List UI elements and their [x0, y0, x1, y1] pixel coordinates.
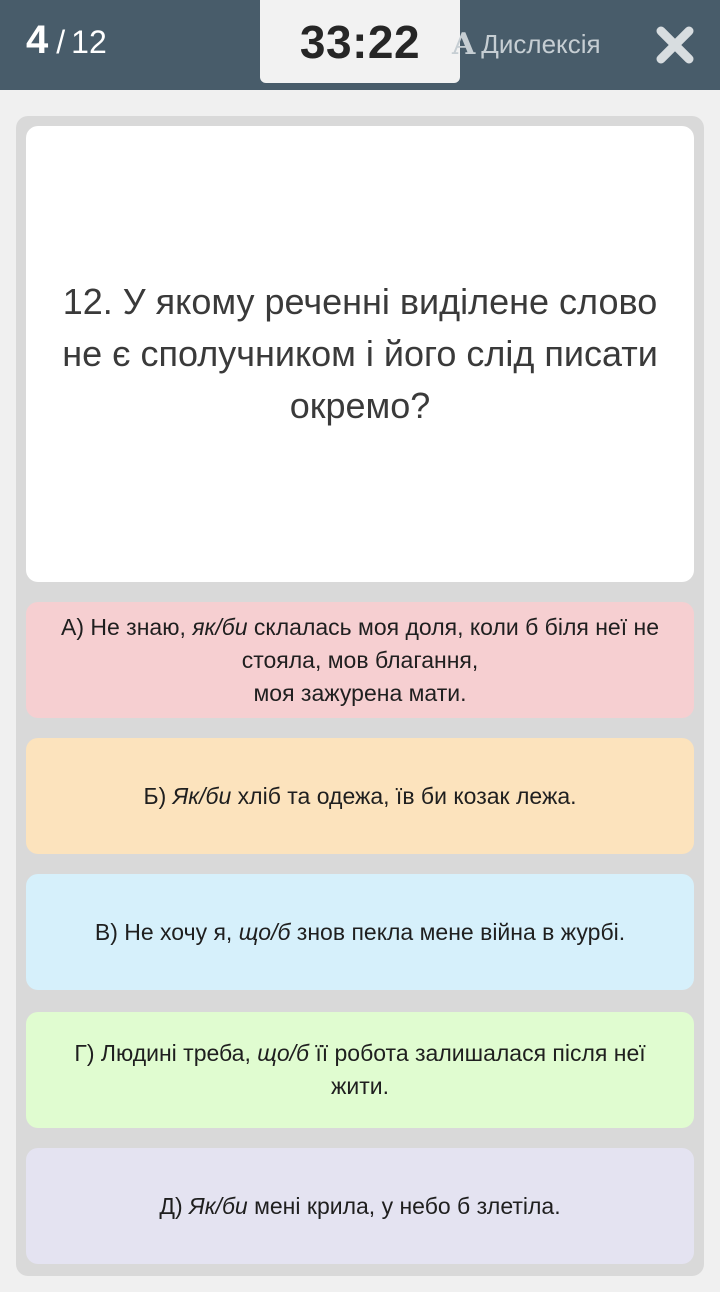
question-progress — [26, 18, 107, 70]
answer-rest: знов пекла мене війна в журбі. — [290, 918, 626, 945]
answer-prefix: Б) — [143, 782, 173, 809]
answer-prefix: Г) Людині треба, — [74, 1040, 258, 1066]
answer-rest-line2: моя зажурена мати. — [253, 679, 467, 706]
progress-current: 4 — [26, 18, 49, 62]
answer-text — [95, 916, 625, 949]
dyslexia-label: Дислексія — [481, 28, 601, 59]
answer-text — [159, 1190, 560, 1223]
highlighted-word: як/би — [192, 613, 248, 640]
dyslexia-toggle[interactable] — [452, 22, 601, 66]
answer-rest: мені крила, у небо б злетіла. — [247, 1192, 561, 1219]
answer-text — [143, 780, 576, 813]
answer-rest: хліб та одежа, їв би козак лежа. — [231, 782, 577, 809]
highlighted-word: Як/би — [189, 1192, 248, 1219]
answer-option-a[interactable] — [26, 602, 694, 718]
close-icon[interactable] — [654, 24, 696, 66]
question-card — [26, 126, 694, 582]
top-bar — [0, 0, 720, 90]
answer-prefix: А) Не знаю, — [61, 613, 193, 640]
question-text: 12. У якому реченні виділене слово не є сполучником і його слід писати окремо? — [62, 281, 658, 426]
timer: 33:22 — [260, 0, 460, 83]
progress-total: 12 — [71, 24, 107, 60]
font-icon: A — [452, 26, 476, 62]
answer-option-v[interactable] — [26, 874, 694, 990]
answer-option-b[interactable] — [26, 738, 694, 854]
answer-option-d[interactable] — [26, 1148, 694, 1264]
progress-separator: / — [56, 24, 66, 60]
answer-option-h[interactable] — [26, 1012, 694, 1128]
highlighted-word: що/б — [257, 1040, 309, 1066]
answer-rest: склалась моя доля, коли б біля неї не стояла, мов благання, — [241, 613, 659, 673]
highlighted-word: що/б — [238, 918, 291, 945]
answer-prefix: Д) — [159, 1192, 190, 1219]
answer-rest: її робота залишалася після неї жити. — [308, 1040, 646, 1099]
answer-text — [44, 611, 676, 710]
answer-prefix: В) Не хочу я, — [94, 918, 239, 945]
highlighted-word: Як/би — [172, 782, 232, 809]
answer-text — [44, 1037, 676, 1103]
